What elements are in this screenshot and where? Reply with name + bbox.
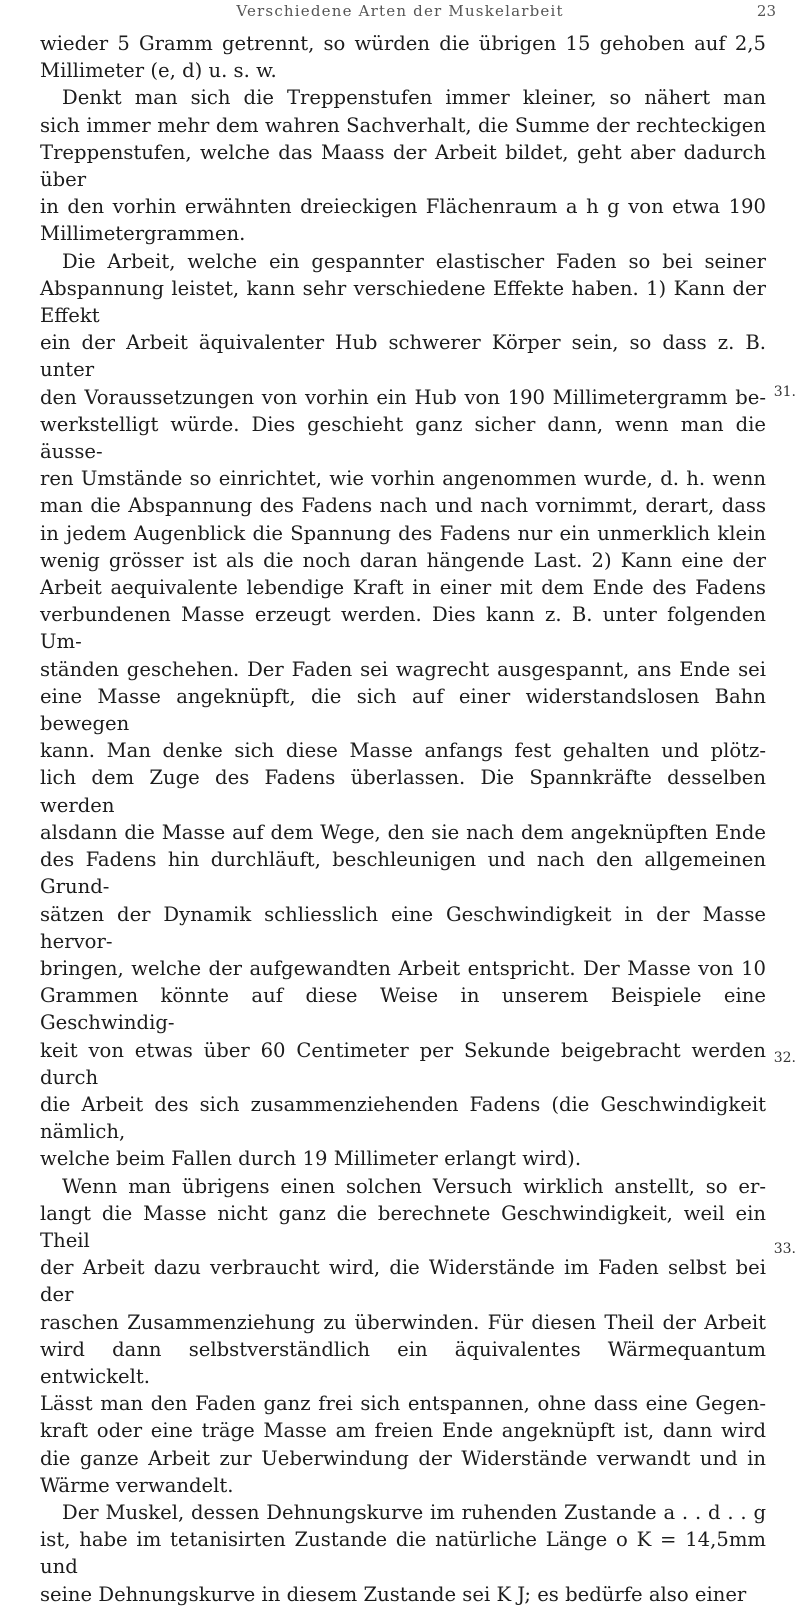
text-line: wenig grösser ist als die noch daran hängende Last. 2) Kann eine der bbox=[40, 548, 766, 572]
text-line: Treppenstufen, welche das Maass der Arbeit bildet, geht aber dadurch über bbox=[40, 140, 766, 192]
text-line: alsdann die Masse auf dem Wege, den sie nach dem angeknüpften Ende bbox=[40, 820, 766, 844]
text-line: Abspannung leistet, kann sehr verschiedene Effekte haben. 1) Kann der Effekt bbox=[40, 276, 766, 328]
text-line: die ganze Arbeit zur Ueberwindung der Widerstände verwandt und in bbox=[40, 1446, 766, 1470]
text-line: raschen Zusammenziehung zu überwinden. Für diesen Theil der Arbeit bbox=[40, 1310, 766, 1334]
text-line: Millimeter (e, d) u. s. w. bbox=[40, 59, 277, 83]
text-line: Grammen könnte auf diese Weise in unserem Beispiele eine Geschwindig- bbox=[40, 984, 766, 1035]
text-line: welche beim Fallen durch 19 Millimeter erlangt wird). bbox=[40, 1147, 582, 1171]
text-line: Wenn man übrigens einen solchen Versuch wirklich anstellt, so er- bbox=[62, 1174, 766, 1198]
text-line: Wärme verwandelt. bbox=[40, 1473, 234, 1497]
text-line: lich dem Zuge des Fadens überlassen. Die Spannkräfte desselben werden bbox=[40, 766, 766, 817]
page-number: 23 bbox=[756, 2, 776, 20]
text-line: sätzen der Dynamik schliesslich eine Geschwindigkeit in der Masse hervor- bbox=[40, 902, 766, 953]
text-line: ren Umstände so einrichtet, wie vorhin angenommen wurde, d. h. wenn bbox=[40, 467, 766, 491]
text-line: keit von etwas über 60 Centimeter per Sekunde beigebracht werden durch bbox=[40, 1038, 766, 1089]
text-line: kraft oder eine träge Masse am freien Ende angeknüpft ist, dann wird bbox=[40, 1419, 766, 1443]
margin-number: 32. bbox=[773, 1050, 796, 1066]
text-line: der Arbeit dazu verbraucht wird, die Widerstände im Faden selbst bei der bbox=[40, 1256, 766, 1307]
text-line: seine Dehnungskurve in diesem Zustande sei K J; es bedürfe also einer bbox=[40, 1582, 747, 1606]
paragraph-treppenstufen bbox=[40, 84, 766, 247]
text-line: langt die Masse nicht ganz die berechnete Geschwindigkeit, weil ein Theil bbox=[40, 1201, 766, 1252]
text-line: ständen geschehen. Der Faden sei wagrecht ausgespannt, ans Ende sei bbox=[40, 657, 766, 681]
body-text bbox=[40, 30, 766, 1608]
text-line: Die Arbeit, welche ein gespannter elastischer Faden so bei seiner bbox=[62, 249, 766, 273]
text-line: Denkt man sich die Treppenstufen immer kleiner, so nähert man bbox=[62, 86, 766, 110]
margin-number: 33. bbox=[773, 1241, 796, 1257]
text-line: wieder 5 Gramm getrennt, so würden die übrigen 15 gehoben auf 2,5 bbox=[40, 32, 766, 55]
text-line: werkstelligt würde. Dies geschieht ganz sicher dann, wenn man die äusse- bbox=[40, 412, 766, 464]
text-line: wird dann selbstverständlich ein äquivalentes Wärmequantum entwickelt. bbox=[40, 1337, 766, 1388]
running-head bbox=[0, 2, 800, 28]
text-line: sich immer mehr dem wahren Sachverhalt, die Summe der rechteckigen bbox=[40, 113, 766, 137]
paragraph-continuation bbox=[40, 30, 766, 84]
margin-number: 31. bbox=[773, 384, 796, 400]
text-line: Arbeit aequivalente lebendige Kraft in einer mit dem Ende des Fadens bbox=[40, 576, 766, 600]
text-line: Der Muskel, dessen Dehnungskurve im ruhenden Zustande a . . d . . g bbox=[62, 1500, 766, 1524]
running-title: Verschiedene Arten der Muskelarbeit bbox=[236, 2, 564, 20]
text-line: Millimetergrammen. bbox=[40, 222, 246, 246]
text-line: Lässt man den Faden ganz frei sich entspannen, ohne dass eine Gegen- bbox=[40, 1392, 766, 1416]
text-line: in jedem Augenblick die Spannung des Fadens nur ein unmerklich klein bbox=[40, 521, 766, 545]
text-line: kann. Man denke sich diese Masse anfangs fest gehalten und plötz- bbox=[40, 739, 766, 763]
text-line: den Voraussetzungen von vorhin ein Hub von 190 Millimetergramm be- bbox=[40, 385, 766, 409]
paragraph-versuch bbox=[40, 1173, 766, 1499]
text-line: des Fadens hin durchläuft, beschleunigen und nach den allgemeinen Grund- bbox=[40, 848, 766, 899]
paragraph-muskel bbox=[40, 1499, 766, 1608]
paragraph-arbeit-effekte bbox=[40, 248, 766, 1173]
text-line: ist, habe im tetanisirten Zustande die natürliche Länge o K = 14,5mm und bbox=[40, 1528, 766, 1579]
text-line: die Arbeit des sich zusammenziehenden Fadens (die Geschwindigkeit nämlich, bbox=[40, 1092, 766, 1144]
text-line: man die Abspannung des Fadens nach und nach vornimmt, derart, dass bbox=[40, 494, 766, 518]
text-line: bringen, welche der aufgewandten Arbeit entspricht. Der Masse von 10 bbox=[40, 956, 766, 980]
text-line: eine Masse angeknüpft, die sich auf einer widerstandslosen Bahn bewegen bbox=[40, 684, 766, 736]
text-line: verbundenen Masse erzeugt werden. Dies kann z. B. unter folgenden Um- bbox=[40, 603, 766, 654]
text-line: ein der Arbeit äquivalenter Hub schwerer Körper sein, so dass z. B. unter bbox=[40, 331, 766, 382]
text-line: in den vorhin erwähnten dreieckigen Flächenraum a h g von etwa 190 bbox=[40, 195, 766, 219]
